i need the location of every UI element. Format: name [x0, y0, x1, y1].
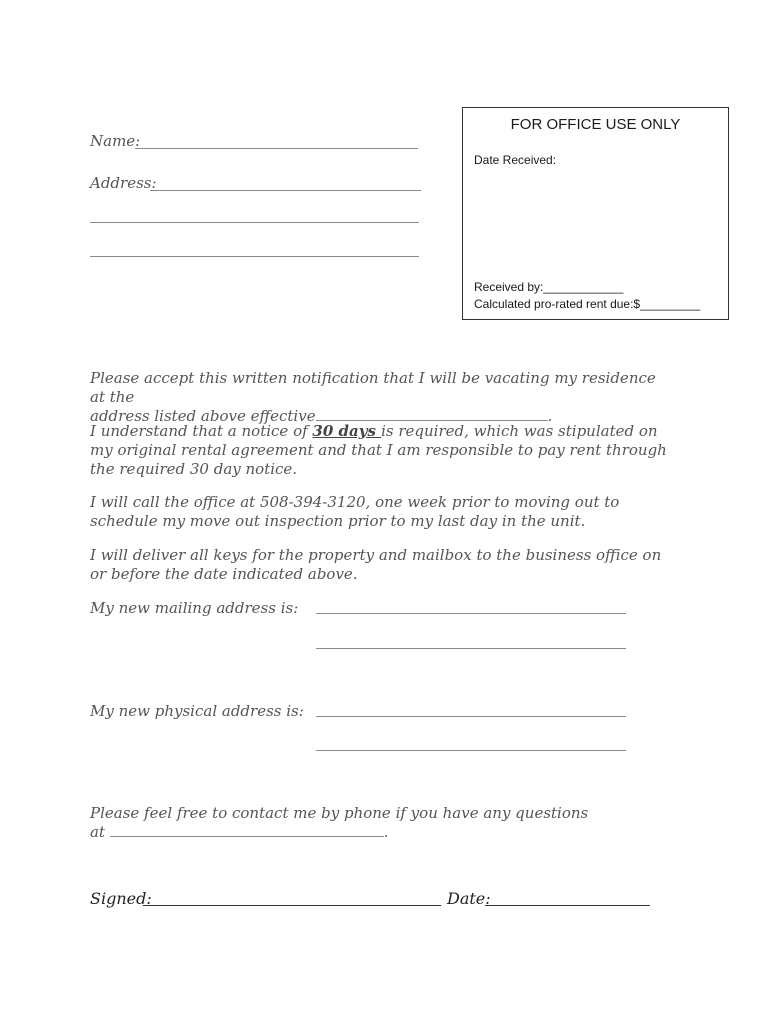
requirement-text-b: is required, which was stipulated on my original rental agreement and that I am responsible to pay rent through the required 30 day notice.: [90, 422, 667, 478]
contact-line-1: Please feel free to contact me by phone if you have any questions: [90, 804, 589, 822]
name-label: Name:: [90, 132, 141, 150]
prorated-rent-label: Calculated pro-rated rent due:$_________: [474, 297, 701, 311]
mailing-address-line-1[interactable]: [316, 613, 626, 614]
contact-period: .: [383, 823, 389, 841]
physical-address-line-2[interactable]: [316, 750, 626, 751]
signature-line[interactable]: [143, 905, 441, 906]
date-label: Date:: [447, 889, 491, 908]
effective-date-line[interactable]: [316, 407, 548, 421]
office-use-title: FOR OFFICE USE ONLY: [510, 116, 681, 133]
date-received-label: Date Received:: [474, 153, 557, 167]
contact-at: at: [90, 823, 105, 841]
days-emphasis: 30 days: [312, 422, 382, 440]
mailing-address-label: My new mailing address is:: [90, 599, 299, 617]
notice-period: .: [547, 407, 553, 425]
notice-paragraph: [90, 369, 675, 426]
physical-address-label: My new physical address is:: [90, 702, 304, 720]
physical-address-line-1[interactable]: [316, 716, 626, 717]
office-use-box: [462, 107, 729, 320]
notice-line-2: address listed above effective: [90, 407, 316, 425]
keys-paragraph: I will deliver all keys for the property and mailbox to the business office on or before the date indicated above.: [90, 546, 662, 583]
address-line-1[interactable]: [150, 190, 421, 191]
requirement-text-a: I understand that a notice of: [90, 422, 313, 440]
mailing-address-line-2[interactable]: [316, 648, 626, 649]
notice-line-1: Please accept this written notification that I will be vacating my residence at the: [90, 369, 656, 406]
address-line-3[interactable]: [90, 256, 419, 257]
notice-requirement-paragraph: [90, 422, 675, 479]
inspection-paragraph: I will call the office at 508-394-3120, one week prior to moving out to schedule my move out inspection prior to my last day in the unit.: [90, 493, 620, 530]
name-line[interactable]: [135, 148, 418, 149]
signed-label: Signed:: [90, 889, 152, 908]
phone-line[interactable]: [110, 823, 384, 837]
address-label: Address:: [90, 174, 157, 192]
received-by-label: Received by:____________: [474, 280, 624, 294]
contact-paragraph: [90, 804, 675, 842]
address-line-2[interactable]: [90, 222, 419, 223]
signature-date-line[interactable]: [485, 905, 650, 906]
